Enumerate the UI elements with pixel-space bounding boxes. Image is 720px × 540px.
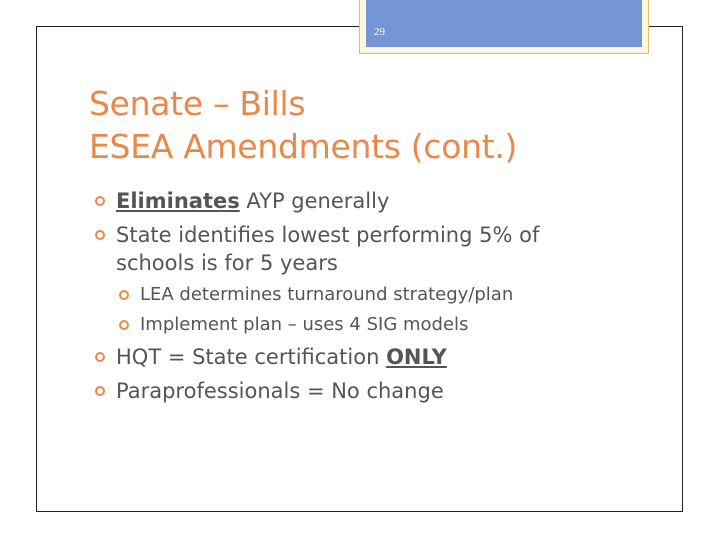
title-line-2: ESEA Amendments (cont.) xyxy=(89,127,518,166)
title-line-1: Senate – Bills xyxy=(89,84,306,123)
bullet-icon xyxy=(95,230,105,240)
bullet-text: AYP generally xyxy=(239,189,390,213)
bullet-icon xyxy=(119,290,129,300)
bullet-text: Paraprofessionals = No change xyxy=(116,379,444,403)
emphasis: Eliminates xyxy=(116,189,240,213)
bullet-item xyxy=(95,377,576,405)
bullet-icon xyxy=(95,386,105,396)
bullet-item xyxy=(95,187,576,215)
bullet-text: LEA determines turnaround strategy/plan xyxy=(140,284,514,305)
bullet-text: State identifies lowest performing 5% of schools is for 5 years xyxy=(116,223,540,275)
slide-number-box xyxy=(359,0,649,54)
sub-bullet-item xyxy=(95,283,576,307)
bullet-list xyxy=(95,187,576,411)
bullet-item xyxy=(95,221,576,277)
bullet-icon xyxy=(95,352,105,362)
bullet-icon xyxy=(119,320,129,330)
slide-number: 29 xyxy=(374,26,385,38)
slide-title xyxy=(89,82,517,168)
bullet-item xyxy=(95,343,576,371)
sub-bullet-item xyxy=(95,313,576,337)
emphasis: ONLY xyxy=(386,345,447,369)
bullet-icon xyxy=(95,196,105,206)
bullet-text: Implement plan – uses 4 SIG models xyxy=(140,314,469,335)
bullet-text: HQT = State certification xyxy=(116,345,387,369)
